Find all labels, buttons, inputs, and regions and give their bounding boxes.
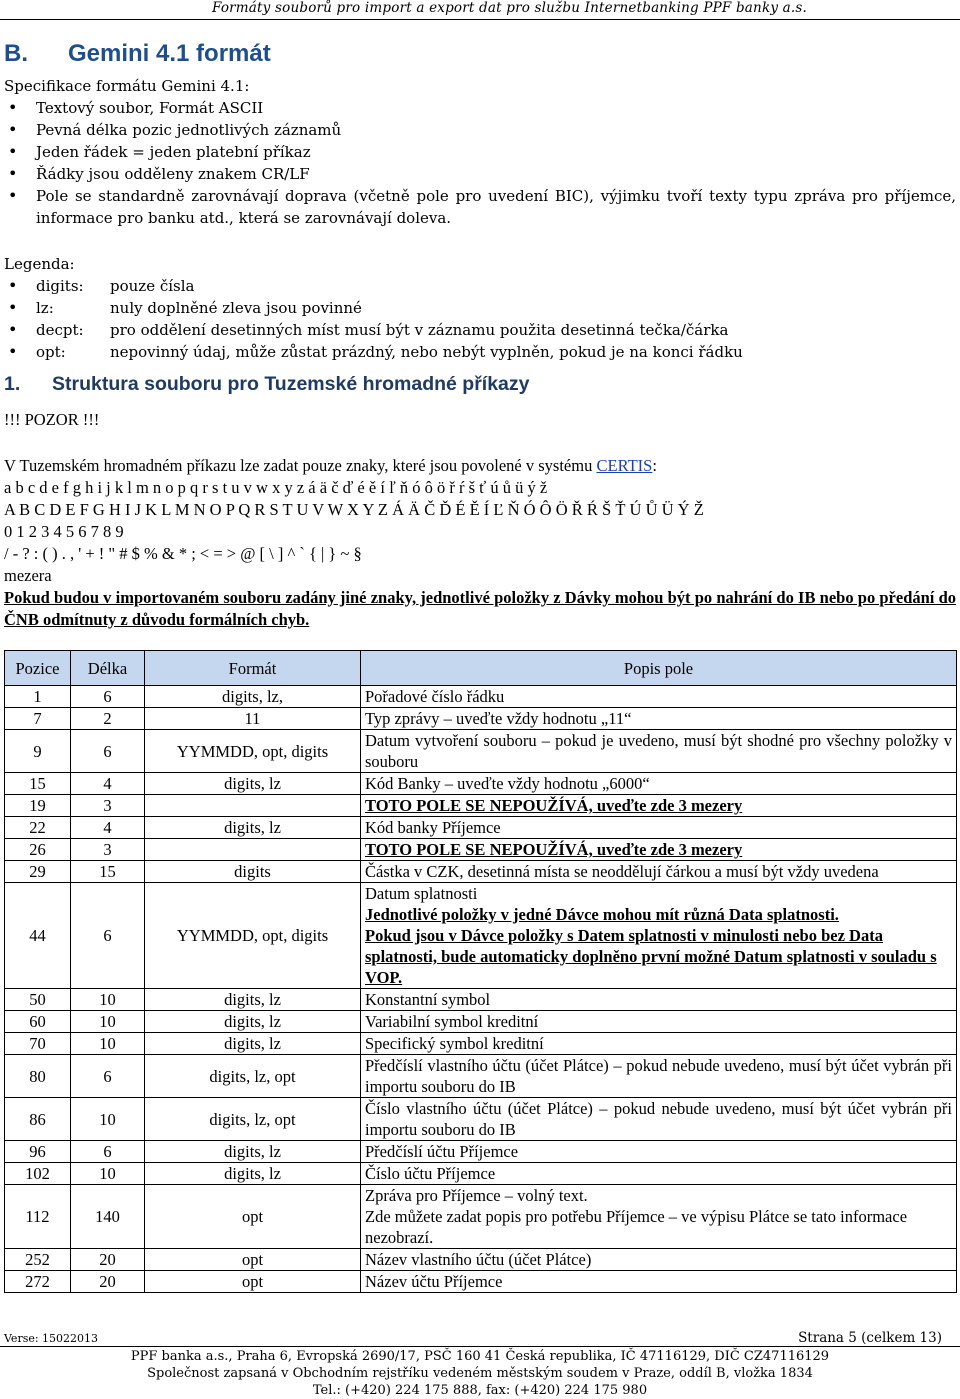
cell-len: 3 [71,795,145,817]
section-letter: B. [4,40,28,67]
cell-fmt: opt [145,1185,361,1249]
cell-pos: 272 [5,1271,71,1293]
table-row [5,686,957,708]
document-header: Formáty souborů pro import a export dat pro službu Internetbanking PPF banky a.s. [212,0,807,16]
cell-pos: 9 [5,730,71,773]
table-row [5,817,957,839]
cell-pos: 96 [5,1141,71,1163]
th-pozice: Pozice [5,651,71,686]
cell-desc: Specifický symbol kreditní [361,1033,957,1055]
cell-len: 3 [71,839,145,861]
cell-len: 10 [71,1011,145,1033]
table-row [5,989,957,1011]
spec-item: • Textový soubor, Formát ASCII [4,97,956,119]
chars-lower: a b c d e f g h i j k l m n o p q r s t u v w x y z á ä č ď é ě í ľ ň ó ô ö ř ŕ š ť ú ů ü ý ž [4,478,548,497]
cell-len: 140 [71,1185,145,1249]
spec-item: • Jeden řádek = jeden platební příkaz [4,141,956,163]
table-row [5,883,957,989]
legend-title: Legenda: [4,255,75,273]
cell-len: 2 [71,708,145,730]
legend-key: digits: [36,277,84,295]
cell-pos: 15 [5,773,71,795]
cell-len: 6 [71,686,145,708]
th-delka: Délka [71,651,145,686]
certis-link[interactable]: CERTIS [596,456,653,475]
cell-desc: TOTO POLE SE NEPOUŽÍVÁ, uveďte zde 3 mezery [361,839,957,861]
cell-fmt [145,839,361,861]
cell-pos: 86 [5,1098,71,1141]
cell-note: Pokud jsou v Dávce položky s Datem splatnosti v minulosti nebo bez Data splatnosti, bude automaticky doplněno první možné Datum splatnosti v souladu s VOP. [365,926,937,987]
table-row [5,730,957,773]
th-popis: Popis pole [361,651,957,686]
cell-fmt: YYMMDD, opt, digits [145,730,361,773]
cell-len: 6 [71,1055,145,1098]
cell-fmt: digits, lz [145,989,361,1011]
cell-pos: 19 [5,795,71,817]
heading-1 [4,373,529,396]
structure-table [4,650,957,1293]
cell-desc: Předčíslí účtu Příjemce [361,1141,957,1163]
cell-pos: 1 [5,686,71,708]
cell-len: 10 [71,989,145,1011]
cell-len: 20 [71,1271,145,1293]
cell-len: 6 [71,730,145,773]
header-rule [0,19,960,20]
table-header-row [5,651,957,686]
cell-pos: 112 [5,1185,71,1249]
th-format: Formát [145,651,361,686]
cell-desc: Kód banky Příjemce [361,817,957,839]
cell-len: 20 [71,1249,145,1271]
cell-pos: 252 [5,1249,71,1271]
cell-fmt: digits, lz, opt [145,1055,361,1098]
cell-desc: Datum splatnosti [365,884,478,903]
section-title [4,40,271,68]
cell-pos: 29 [5,861,71,883]
cell-desc-multi [361,883,957,989]
heading-number: 1. [4,373,21,395]
cell-fmt: opt [145,1249,361,1271]
cell-len: 15 [71,861,145,883]
cell-desc: Typ zprávy – uveďte vždy hodnotu „11“ [361,708,957,730]
legend-list [4,275,956,363]
spec-list [4,97,956,229]
cell-pos: 7 [5,708,71,730]
table-row [5,839,957,861]
cell-fmt: YYMMDD, opt, digits [145,883,361,989]
legend-block [4,253,956,363]
legend-item [4,297,956,319]
cell-fmt: opt [145,1271,361,1293]
cell-desc: Číslo vlastního účtu (účet Plátce) – pokud nebude uvedeno, musí být účet vybrán při importu souboru do IB [361,1098,957,1141]
table-row [5,708,957,730]
cell-fmt: digits [145,861,361,883]
allowed-chars-block [4,455,956,631]
chars-digits: 0 1 2 3 4 5 6 7 8 9 [4,522,124,541]
cell-len: 4 [71,817,145,839]
legend-item [4,341,956,363]
cell-desc: Konstantní symbol [361,989,957,1011]
cell-desc: Číslo účtu Příjemce [361,1163,957,1185]
cell-len: 10 [71,1033,145,1055]
cell-note: Zde můžete zadat popis pro potřebu Příjemce – ve výpisu Plátce se tato informace nezobrazí. [365,1207,908,1247]
cell-desc: Název vlastního účtu (účet Plátce) [361,1249,957,1271]
legend-key: opt: [36,343,66,361]
table-row [5,1098,957,1141]
cell-pos: 70 [5,1033,71,1055]
cell-pos: 44 [5,883,71,989]
cell-desc: TOTO POLE SE NEPOUŽÍVÁ, uveďte zde 3 mezery [361,795,957,817]
table-row [5,1011,957,1033]
cell-pos: 26 [5,839,71,861]
cell-pos: 50 [5,989,71,1011]
cell-desc: Název účtu Příjemce [361,1271,957,1293]
cell-fmt [145,795,361,817]
table-row [5,1055,957,1098]
cell-note: Jednotlivé položky v jedné Dávce mohou mít různá Data splatnosti. [365,905,839,924]
table-row [5,1249,957,1271]
table-row [5,1033,957,1055]
table-row [5,1271,957,1293]
legend-value: nuly doplněné zleva jsou povinné [110,299,362,317]
cell-pos: 22 [5,817,71,839]
footer-company [0,1348,960,1399]
cell-fmt: digits, lz [145,1011,361,1033]
chars-intro-text: V Tuzemském hromadném příkazu lze zadat pouze znaky, které jsou povolené v systému [4,456,597,475]
cell-len: 10 [71,1098,145,1141]
table-row [5,795,957,817]
legend-item [4,275,956,297]
legend-value: pro oddělení desetinných míst musí být v záznamu použita desetinná tečka/čárka [110,321,729,339]
cell-fmt: digits, lz, [145,686,361,708]
cell-desc: Předčíslí vlastního účtu (účet Plátce) – pokud nebude uvedeno, musí být účet vybrán při importu souboru do IB [361,1055,957,1098]
cell-desc: Variabilní symbol kreditní [361,1011,957,1033]
footer-line: PPF banka a.s., Praha 6, Evropská 2690/17, PSČ 160 41 Česká republika, IČ 47116129, DIČ CZ47116129 [130,1349,830,1364]
spec-item: • Pevná délka pozic jednotlivých záznamů [4,119,956,141]
heading-text: Struktura souboru pro Tuzemské hromadné příkazy [52,373,530,395]
table-row [5,773,957,795]
footer-rule [0,1346,960,1347]
cell-fmt: digits, lz [145,1141,361,1163]
legend-value: nepovinný údaj, může zůstat prázdný, nebo nebýt vyplněn, pokud je na konci řádku [110,343,743,361]
legend-value: pouze čísla [110,277,195,295]
cell-desc: Částka v CZK, desetinná místa se neoddělují čárkou a musí být vždy uvedena [361,861,957,883]
table-row [5,1163,957,1185]
legend-key: lz: [36,299,54,317]
cell-len: 4 [71,773,145,795]
table-row [5,861,957,883]
cell-desc: Kód Banky – uveďte vždy hodnotu „6000“ [361,773,957,795]
cell-desc: Datum vytvoření souboru – pokud je uvedeno, musí být shodné pro všechny položky v souboru [361,730,957,773]
pozor-notice: !!! POZOR !!! [4,410,100,429]
cell-fmt: 11 [145,708,361,730]
cell-len: 10 [71,1163,145,1185]
cell-fmt: digits, lz [145,817,361,839]
spec-item: • Řádky jsou odděleny znakem CR/LF [4,163,956,185]
chars-space: mezera [4,566,52,585]
table-row [5,1185,957,1249]
footer-version: Verse: 15022013 [4,1332,99,1345]
legend-key: decpt: [36,321,84,339]
cell-pos: 80 [5,1055,71,1098]
cell-len: 6 [71,883,145,989]
section-title-text: Gemini 4.1 formát [68,40,271,67]
chars-symbols: / - ? : ( ) . , ' + ! " # $ % & * ; < = > @ [ \ ] ^ ` { | } ~ § [4,544,362,563]
spec-item: • Pole se standardně zarovnávají doprava (včetně pole pro uvedení BIC), výjimku tvoří texty typu zpráva pro příjemce, informace pro banku atd., která se zarovnávají doleva. [4,185,956,229]
chars-warning: Pokud budou v importovaném souboru zadány jiné znaky, jednotlivé položky z Dávky mohou být po nahrání do IB nebo po předání do ČNB odmítnuty z důvodu formálních chyb. [4,588,956,629]
cell-pos: 102 [5,1163,71,1185]
cell-pos: 60 [5,1011,71,1033]
cell-fmt: digits, lz [145,773,361,795]
legend-item [4,319,956,341]
chars-intro-colon: : [652,456,657,475]
table-row [5,1141,957,1163]
cell-desc-multi [361,1185,957,1249]
chars-intro [4,455,956,477]
cell-len: 6 [71,1141,145,1163]
footer-line: Tel.: (+420) 224 175 888, fax: (+420) 224 175 980 [312,1383,648,1398]
chars-upper: A B C D E F G H I J K L M N O P Q R S T U V W X Y Z Á Ä Č Ď É Ě Í Ľ Ň Ó Ô Ö Ř Ŕ Š Ť Ú Ů Ü Ý Ž [4,500,704,519]
cell-fmt: digits, lz [145,1163,361,1185]
footer-page: Strana 5 (celkem 13) [798,1330,942,1346]
cell-fmt: digits, lz [145,1033,361,1055]
spec-block [4,75,956,229]
cell-fmt: digits, lz, opt [145,1098,361,1141]
spec-intro: Specifikace formátu Gemini 4.1: [4,77,250,95]
cell-desc: Zpráva pro Příjemce – volný text. [365,1186,588,1205]
cell-desc: Pořadové číslo řádku [361,686,957,708]
footer-line: Společnost zapsaná v Obchodním rejstříku vedeném městským soudem v Praze, oddíl B, vložka 1834 [147,1366,813,1381]
